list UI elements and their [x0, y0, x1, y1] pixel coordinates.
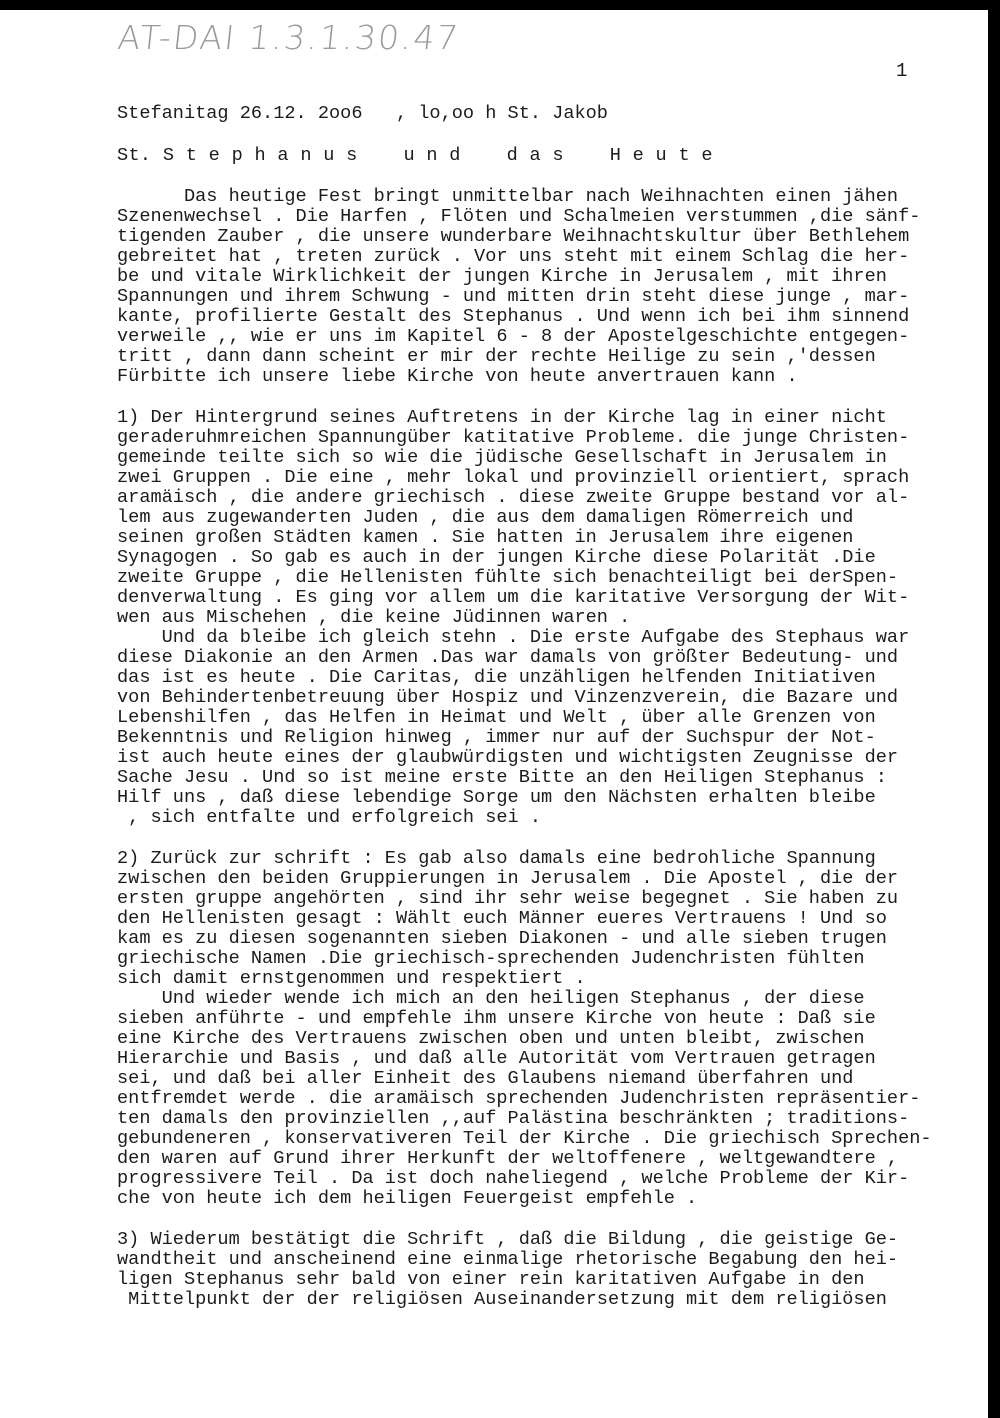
text-line: zwischen den beiden Gruppierungen in Jerusalem . Die Apostel , die der [117, 868, 899, 889]
text-line: gebundeneren , konservativeren Teil der Kirche . Die griechisch Sprechen- [117, 1128, 932, 1149]
text-line: kam es zu diesen sogenannten sieben Diakonen - und alle sieben trugen [117, 928, 887, 949]
text-line: griechische Namen .Die griechisch-sprechenden Judenchristen fühlten [117, 948, 865, 969]
text-line: ersten gruppe angehörten , sind ihr sehr weise begegnet . Sie haben zu [117, 888, 899, 909]
text-line: kante, profilierte Gestalt des Stephanus . Und wenn ich bei ihm sinnend [117, 306, 910, 327]
archive-id-stamp: AT-DAI 1.3.1.30.47 [115, 18, 462, 57]
text-line: denverwaltung . Es ging vor allem um die karitative Versorgung der Wit- [117, 587, 910, 608]
text-line: Sache Jesu . Und so ist meine erste Bitte an den Heiligen Stephanus : [117, 767, 887, 788]
text-line: Und da bleibe ich gleich stehn . Die erste Aufgabe des Stephaus war [117, 627, 910, 648]
page-number: 1 [896, 60, 908, 82]
text-line: wen aus Mischehen , die keine Jüdinnen waren . [117, 607, 631, 628]
text-line: lem aus zugewanderten Juden , die aus dem damaligen Römerreich und [117, 507, 854, 528]
text-line: progressivere Teil . Da ist doch naheliegend , welche Probleme der Kir- [117, 1168, 910, 1189]
text-line: geraderuhmreichen Spannungüber katitative Probleme. die junge Christen- [117, 427, 910, 448]
scan-border-right [988, 0, 1000, 1418]
text-line: aramäisch , die andere griechisch . diese zweite Gruppe bestand vor al- [117, 487, 910, 508]
text-line: Spannungen und ihrem Schwung - und mitten drin steht diese junge , mar- [117, 286, 910, 307]
text-line: ligen Stephanus sehr bald von einer rein karitativen Aufgabe in den [117, 1269, 865, 1290]
text-line: 2) Zurück zur schrift : Es gab also damals eine bedrohliche Spannung [117, 848, 876, 869]
text-line: Synagogen . So gab es auch in der jungen Kirche diese Polarität .Die [117, 547, 876, 568]
text-line: von Behindertenbetreuung über Hospiz und Vinzenzverein, die Bazare und [117, 687, 899, 708]
text-line: ten damals den provinziellen ,,auf Palästina beschränkten ; traditions- [117, 1108, 910, 1129]
text-line: Bekenntnis und Religion hinweg , immer nur auf der Suchspur der Not- [117, 727, 876, 748]
text-line: das ist es heute . Die Caritas, die unzähligen helfenden Initiativen [117, 667, 876, 688]
text-line: 1) Der Hintergrund seines Auftretens in der Kirche lag in einer nicht [117, 407, 887, 428]
text-line: gebreitet hat , treten zurück . Vor uns steht mit einem Schlag die her- [117, 246, 910, 267]
text-line: diese Diakonie an den Armen .Das war damals von größter Bedeutung- und [117, 647, 899, 668]
text-line: den Hellenisten gesagt : Wählt euch Männer eueres Vertrauens ! Und so [117, 908, 887, 929]
text-line: wandtheit und anscheinend eine einmalige rhetorische Begabung den hei- [117, 1249, 899, 1270]
text-line: Hilf uns , daß diese lebendige Sorge um den Nächsten erhalten bleibe [117, 787, 876, 808]
text-line: che von heute ich dem heiligen Feuergeist empfehle . [117, 1188, 698, 1209]
text-line: Und wieder wende ich mich an den heiligen Stephanus , der diese [117, 988, 865, 1009]
text-line: be und vitale Wirklichkeit der jungen Kirche in Jerusalem , mit ihren [117, 266, 887, 287]
text-line: sich damit ernstgenommen und respektiert . [117, 968, 586, 989]
text-line: sei, und daß bei aller Einheit des Glaubens niemand überfahren und [117, 1068, 854, 1089]
text-line: Szenenwechsel . Die Harfen , Flöten und Schalmeien verstummen ,die sänf- [117, 206, 921, 227]
text-line: tigenden Zauber , die unsere wunderbare Weihnachtskultur über Bethlehem [117, 226, 910, 247]
text-line: zweite Gruppe , die Hellenisten fühlte sich benachteiligt bei derSpen- [117, 567, 899, 588]
text-line: zwei Gruppen . Die eine , mehr lokal und provinziell orientiert, sprach [117, 467, 910, 488]
scan-border-top [0, 0, 1000, 10]
text-line: tritt , dann dann scheint er mir der rechte Heilige zu sein ,'dessen [117, 346, 876, 367]
text-line: Das heutige Fest bringt unmittelbar nach Weihnachten einen jähen [117, 186, 899, 207]
text-line: eine Kirche des Vertrauens zwischen oben und unten bleibt, zwischen [117, 1028, 865, 1049]
date-line: Stefanitag 26.12. 2oo6 , lo,oo h St. Jakob [117, 103, 608, 124]
text-line: entfremdet werde . die aramäisch sprechenden Judenchristen repräsentier- [117, 1088, 921, 1109]
text-line: seinen großen Städten kamen . Sie hatten in Jerusalem ihre eigenen [117, 527, 854, 548]
text-line: gemeinde teilte sich so wie die jüdische Gesellschaft in Jerusalem in [117, 447, 887, 468]
text-line: Hierarchie und Basis , und daß alle Autorität vom Vertrauen getragen [117, 1048, 876, 1069]
title-line: St. S t e p h a n u s u n d d a s H e u t e [117, 145, 713, 166]
text-line: , sich entfalte und erfolgreich sei . [117, 807, 542, 828]
text-line: Mittelpunkt der der religiösen Auseinandersetzung mit dem religiösen [117, 1289, 887, 1310]
text-line: verweile ,, wie er uns im Kapitel 6 - 8 der Apostelgeschichte entgegen- [117, 326, 910, 347]
text-line: ist auch heute eines der glaubwürdigsten und wichtigsten Zeugnisse der [117, 747, 899, 768]
text-line: Fürbitte ich unsere liebe Kirche von heute anvertrauen kann . [117, 366, 798, 387]
text-line: Lebenshilfen , das Helfen in Heimat und Welt , über alle Grenzen von [117, 707, 876, 728]
text-line: 3) Wiederum bestätigt die Schrift , daß die Bildung , die geistige Ge- [117, 1229, 899, 1250]
text-line: den waren auf Grund ihrer Herkunft der weltoffenere , weltgewandtere , [117, 1148, 899, 1169]
text-line: sieben anführte - und empfehle ihm unsere Kirche von heute : Daß sie [117, 1008, 876, 1029]
